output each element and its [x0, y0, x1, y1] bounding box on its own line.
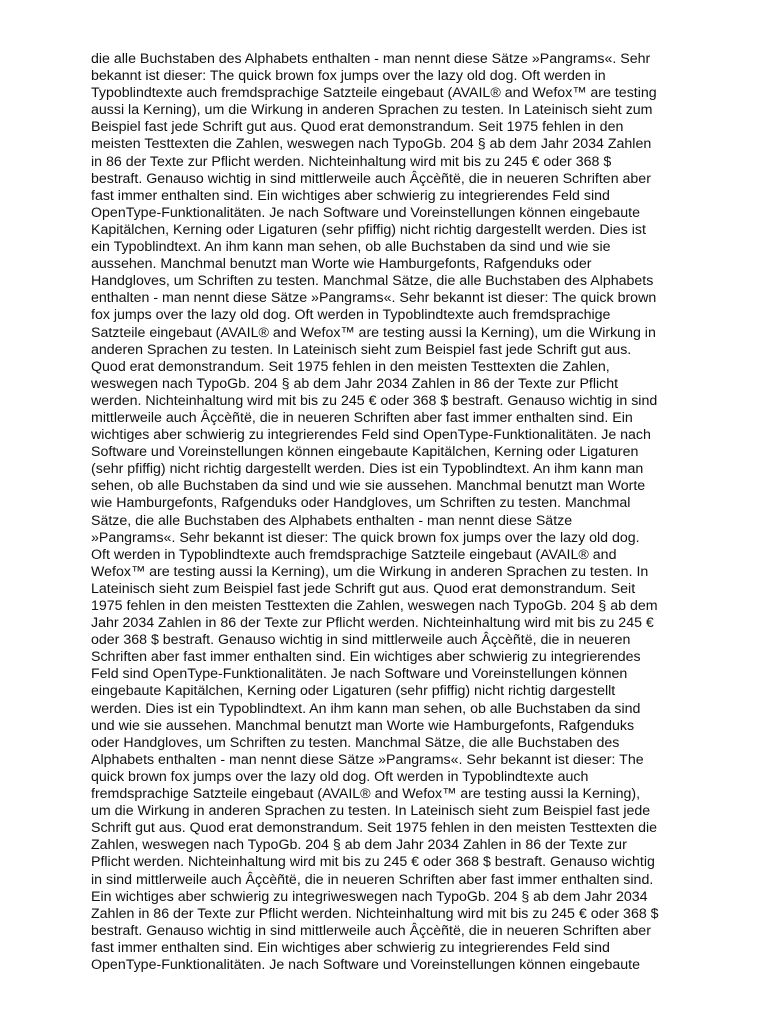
- text-line: bekannt ist dieser: The quick brown fox jumps over the lazy old dog. Oft werden in: [91, 68, 606, 85]
- text-line: Software und Voreinstellungen können eingebaute Kapitälchen, Kerning oder Ligaturen: [91, 444, 639, 461]
- text-line: aussehen. Manchmal benutzt man Worte wie Hamburgefonts, Rafgenduks oder: [91, 256, 592, 273]
- text-line: Ein wichtiges aber schwierig zu integriweswegen nach TypoGb. 204 § ab dem Jahr 2034: [91, 888, 648, 905]
- text-line: fremdsprachige Satzteile eingebaut (AVAIL® and Wefox™ are testing aussi la Kerning),: [91, 786, 641, 803]
- body-text: [91, 51, 731, 974]
- text-line: Oft werden in Typoblindtexte auch fremdsprachige Satzteile eingebaut (AVAIL® and: [91, 546, 617, 563]
- text-line: oder Handgloves, um Schriften zu testen. Manchmal Sätze, die alle Buchstaben des: [91, 734, 620, 751]
- text-line: und wie sie aussehen. Manchmal benutzt man Worte wie Hamburgefonts, Rafgenduks: [91, 717, 635, 734]
- text-line: oder 368 $ bestraft. Genauso wichtig in sind mittlerweile auch Âçcèñtë, die in neueren: [91, 632, 631, 649]
- text-line: Schrift gut aus. Quod erat demonstrandum. Seit 1975 fehlen in den meisten Testtexten die: [91, 820, 658, 837]
- text-line: bestraft. Genauso wichtig in sind mittlerweile auch Âçcèñtë, die in neueren Schriften aber: [91, 170, 651, 187]
- text-line: »Pangrams«. Sehr bekannt ist dieser: The quick brown fox jumps over the lazy old dog.: [91, 529, 640, 546]
- text-line: weswegen nach TypoGb. 204 § ab dem Jahr 2034 Zahlen in 86 der Texte zur Pflicht: [91, 375, 619, 392]
- text-line: Sätze, die alle Buchstaben des Alphabets enthalten - man nennt diese Sätze: [91, 512, 573, 529]
- text-line: Typoblindtexte auch fremdsprachige Satzteile eingebaut (AVAIL® and Wefox™ are testing: [91, 85, 657, 102]
- text-line: enthalten - man nennt diese Sätze »Pangrams«. Sehr bekannt ist dieser: The quick brown: [91, 290, 657, 307]
- text-line: wie Hamburgefonts, Rafgenduks oder Handgloves, um Schriften zu testen. Manchmal: [91, 495, 631, 512]
- text-line: Zahlen, weswegen nach TypoGb. 204 § ab dem Jahr 2034 Zahlen in 86 der Texte zur: [91, 837, 627, 854]
- text-line: Handgloves, um Schriften zu testen. Manchmal Sätze, die alle Buchstaben des Alphabets: [91, 273, 654, 290]
- text-line: in sind mittlerweile auch Âçcèñtë, die in neueren Schriften aber fast immer enthalten sind.: [91, 871, 654, 888]
- text-line: Feld sind OpenType-Funktionalitäten. Je nach Software und Voreinstellungen können: [91, 666, 628, 683]
- text-line: in 86 der Texte zur Pflicht werden. Nichteinhaltung wird mit bis zu 245 € oder 368 $: [91, 153, 612, 170]
- text-line: wichtiges aber schwierig zu integrierendes Feld sind OpenType-Funktionalitäten. Je nach: [91, 427, 651, 444]
- text-line: Wefox™ are testing aussi la Kerning), um die Wirkung in anderen Sprachen zu testen. In: [91, 563, 649, 580]
- text-line: Jahr 2034 Zahlen in 86 der Texte zur Pflicht werden. Nichteinhaltung wird mit bis zu 245 €: [91, 615, 654, 632]
- text-line: (sehr pfiffig) nicht richtig dargestellt werden. Dies ist ein Typoblindtext. An ihm kann man: [91, 461, 644, 478]
- text-line: sehen, ob alle Buchstaben da sind und wie sie aussehen. Manchmal benutzt man Worte: [91, 478, 646, 495]
- text-line: werden. Nichteinhaltung wird mit bis zu 245 € oder 368 $ bestraft. Genauso wichtig in sind: [91, 392, 658, 409]
- text-line: bestraft. Genauso wichtig in sind mittlerweile auch Âçcèñtë, die in neueren Schriften aber: [91, 922, 651, 939]
- text-line: werden. Dies ist ein Typoblindtext. An ihm kann man sehen, ob alle Buchstaben da sind: [91, 700, 641, 717]
- text-line: Kapitälchen, Kerning oder Ligaturen (sehr pfiffig) nicht richtig dargestellt werden. Dies ist: [91, 221, 646, 238]
- text-line: Zahlen in 86 der Texte zur Pflicht werden. Nichteinhaltung wird mit bis zu 245 € oder 368 $: [91, 905, 659, 922]
- text-line: mittlerweile auch Âçcèñtë, die in neueren Schriften aber fast immer enthalten sind. Ein: [91, 409, 633, 426]
- text-line: Satzteile eingebaut (AVAIL® and Wefox™ are testing aussi la Kerning), um die Wirkung in: [91, 324, 656, 341]
- text-line: eingebaute Kapitälchen, Kerning oder Ligaturen (sehr pfiffig) nicht richtig dargestellt: [91, 683, 616, 700]
- text-line: um die Wirkung in anderen Sprachen zu testen. In Lateinisch sieht zum Beispiel fast jede: [91, 803, 651, 820]
- text-line: Quod erat demonstrandum. Seit 1975 fehlen in den meisten Testtexten die Zahlen,: [91, 358, 610, 375]
- text-line: quick brown fox jumps over the lazy old dog. Oft werden in Typoblindtexte auch: [91, 768, 589, 785]
- text-line: OpenType-Funktionalitäten. Je nach Software und Voreinstellungen können eingebaute: [91, 956, 640, 973]
- text-line: fast immer enthalten sind. Ein wichtiges aber schwierig zu integrierendes Feld sind: [91, 939, 610, 956]
- text-line: Schriften aber fast immer enthalten sind. Ein wichtiges aber schwierig zu integrierendes: [91, 649, 641, 666]
- text-line: 1975 fehlen in den meisten Testtexten die Zahlen, weswegen nach TypoGb. 204 § ab dem: [91, 598, 658, 614]
- text-line: fox jumps over the lazy old dog. Oft werden in Typoblindtexte auch fremdsprachige: [91, 307, 611, 324]
- text-line: Lateinisch sieht zum Beispiel fast jede Schrift gut aus. Quod erat demonstrandum. Seit: [91, 580, 636, 597]
- text-line: anderen Sprachen zu testen. In Lateinisch sieht zum Beispiel fast jede Schrift gut aus.: [91, 341, 632, 358]
- text-line: aussi la Kerning), um die Wirkung in anderen Sprachen zu testen. In Lateinisch sieht zum: [91, 102, 653, 119]
- text-line: ein Typoblindtext. An ihm kann man sehen, ob alle Buchstaben da sind und wie sie: [91, 239, 611, 256]
- text-line: fast immer enthalten sind. Ein wichtiges aber schwierig zu integrierendes Feld sind: [91, 187, 610, 204]
- text-line: Pflicht werden. Nichteinhaltung wird mit bis zu 245 € oder 368 $ bestraft. Genauso wichtig: [91, 854, 655, 871]
- text-line: Alphabets enthalten - man nennt diese Sätze »Pangrams«. Sehr bekannt ist dieser: The: [91, 751, 644, 768]
- text-line: Beispiel fast jede Schrift gut aus. Quod erat demonstrandum. Seit 1975 fehlen in den: [91, 119, 624, 136]
- text-line: die alle Buchstaben des Alphabets enthalten - man nennt diese Sätze »Pangrams«. Sehr: [91, 51, 651, 67]
- text-line: OpenType-Funktionalitäten. Je nach Software und Voreinstellungen können eingebaute: [91, 204, 640, 221]
- text-line: meisten Testtexten die Zahlen, weswegen nach TypoGb. 204 § ab dem Jahr 2034 Zahlen: [91, 136, 652, 153]
